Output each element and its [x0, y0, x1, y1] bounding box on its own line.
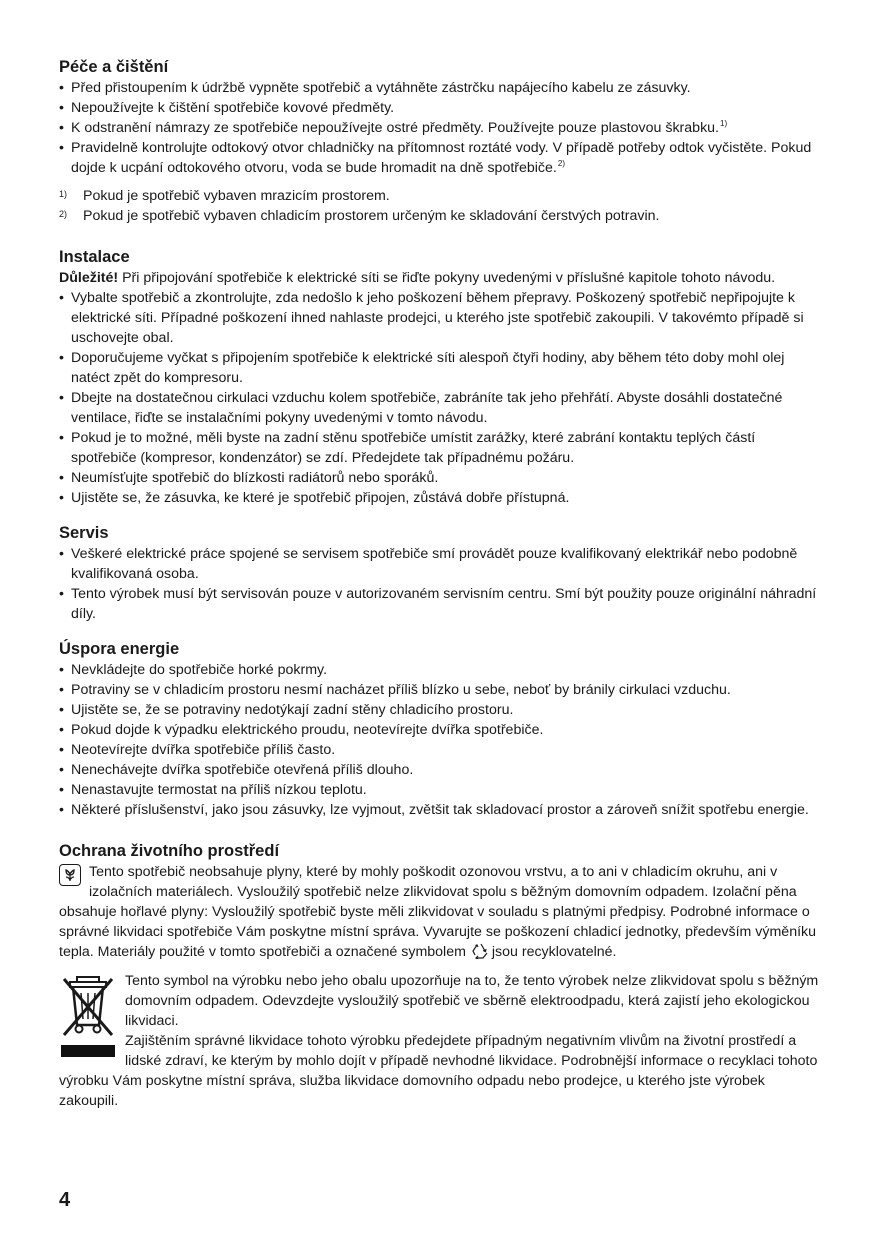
list-item: • Před přistoupením k údržbě vypněte spotřebič a vytáhněte zástrčku napájecího kabelu ze zásuvky.	[59, 78, 819, 98]
install-heading: Instalace	[59, 248, 130, 266]
care-heading: Péče a čištění	[59, 58, 169, 76]
service-list	[59, 544, 819, 624]
footnote-text: Pokud je spotřebič vybaven mrazicím prostorem.	[83, 188, 390, 204]
weee-block	[59, 971, 819, 1111]
list-item: • Dbejte na dostatečnou cirkulaci vzduchu kolem spotřebiče, zabráníte tak jeho přehřátí. Abyste dosáhli dostatečné ventilace, řiďte se instalačními pokyny uvedenými v tomto návodu.	[59, 388, 819, 428]
list-item: • Vybalte spotřebič a zkontrolujte, zda nedošlo k jeho poškození během přepravy. Poškozený spotřebič nepřipojujte k elektrické síti. Případné poškození ihned nahlaste prodejci, u kterého jste spotřebič zakoupili. V takovémto případě si uschovejte obal.	[59, 288, 819, 348]
install-list	[59, 288, 819, 508]
list-item: • Nevkládejte do spotřebiče horké pokrmy.	[59, 660, 819, 680]
eco-flower-icon	[59, 864, 81, 886]
energy-list	[59, 660, 819, 820]
footnote-mark: 1)	[59, 189, 68, 199]
footnote-ref: 1)	[720, 119, 728, 128]
energy-section	[59, 638, 819, 820]
disposal-paragraph: Zajištěním správné likvidace tohoto výrobku předejdete případným negativním vlivům na životní prostředí a lidské zdraví, ke kterým by mohlo dojít v případě nevhodné likvidace. Podrobnější informace o recyklaci tohoto výrobku Vám poskytne místní správa, služba likvidace domovního odpadu nebo prodejce, u kterého jste výrobek zakoupili.	[59, 1033, 818, 1109]
list-item: • K odstranění námrazy ze spotřebiče nepoužívejte ostré předměty. Používejte pouze plastovou škrabku.$^{1)}$	[59, 118, 819, 138]
list-item: • Nepoužívejte k čištění spotřebiče kovové předměty.	[59, 98, 819, 118]
list-item: • Pravidelně kontrolujte odtokový otvor chladničky na přítomnost roztáté vody. V případě potřeby odtok vyčistěte. Pokud dojde k ucpání odtokového otvoru, voda se bude hromadit na dně spotřebiče.$^{2)}$	[59, 138, 819, 178]
list-item: • Nenechávejte dvířka spotřebiče otevřená příliš dlouho.	[59, 760, 819, 780]
list-item: • Potraviny se v chladicím prostoru nesmí nacházet příliš blízko u sebe, neboť by bránily cirkulaci vzduchu.	[59, 680, 819, 700]
list-item: • Neumísťujte spotřebič do blízkosti radiátorů nebo sporáků.	[59, 468, 819, 488]
list-item: • Doporučujeme vyčkat s připojením spotřebiče k elektrické síti alespoň čtyři hodiny, aby během této doby mohl olej natéct zpět do kompresoru.	[59, 348, 819, 388]
weee-paragraph: Tento symbol na výrobku nebo jeho obalu upozorňuje na to, že tento výrobek nelze zlikvidovat spolu s běžným domovním odpadem. Odevzdejte vysloužilý spotřebič ve sběrně elektroodpadu, která zajistí jeho ekologickou likvidaci.	[125, 973, 819, 1029]
recycle-icon	[472, 943, 490, 965]
page-number: 4	[59, 1189, 71, 1211]
energy-heading: Úspora energie	[59, 640, 180, 658]
crossed-bin-icon	[61, 973, 115, 1059]
care-list	[59, 78, 819, 178]
list-item: • Pokud je to možné, měli byste na zadní stěnu spotřebiče umístit zarážky, které zabrání kontaktu teplých částí spotřebiče (kompresor, kondenzátor) se zdí. Předejdete tak případnému požáru.	[59, 428, 819, 468]
environment-section	[59, 840, 819, 1111]
install-section	[59, 246, 819, 508]
environment-heading: Ochrana životního prostředí	[59, 842, 280, 860]
list-item: • Tento výrobek musí být servisován pouze v autorizovaném servisním centru. Smí být použity pouze originální náhradní díly.	[59, 584, 819, 624]
footnotes	[59, 186, 819, 226]
footnote-ref: 2)	[557, 159, 565, 168]
list-item: • Pokud dojde k výpadku elektrického proudu, neotevírejte dvířka spotřebiče.	[59, 720, 819, 740]
list-item: • Neotevírejte dvířka spotřebiče příliš často.	[59, 740, 819, 760]
service-section	[59, 522, 819, 624]
page-content	[59, 56, 819, 1125]
footnote	[59, 206, 819, 226]
footnote	[59, 186, 819, 206]
environment-paragraph: Tento spotřebič neobsahuje plyny, které by mohly poškodit ozonovou vrstvu, a to ani v chladicím okruhu, ani v izolačních materiálech. Vysloužilý spotřebič nelze zlikvidovat spolu s běžným domovním odpadem. Izolační pěna obsahuje hořlavé plyny: Vysloužilý spotřebič byste měli zlikvidovat v souladu s platnými předpisy. Podrobné informace o správné likvidaci spotřebiče Vám poskytne místní správa. Vyvarujte se poškození chladicí jednotky, především výměníku tepla. Materiály použité v tomto spotřebiči a označené symbolem jsou recyklovatelné.	[59, 862, 819, 965]
footnote-text: Pokud je spotřebič vybaven chladicím prostorem určeným ke skladování čerstvých potravin.	[83, 208, 660, 224]
list-item: • Veškeré elektrické práce spojené se servisem spotřebiče smí provádět pouze kvalifikovaný elektrikář nebo podobně kvalifikovaná osoba.	[59, 544, 819, 584]
list-item: • Některé příslušenství, jako jsou zásuvky, lze vyjmout, zvětšit tak skladovací prostor a zároveň snížit spotřebu energie.	[59, 800, 819, 820]
footnote-mark: 2)	[59, 209, 68, 219]
service-heading: Servis	[59, 524, 109, 542]
list-item: • Ujistěte se, že se potraviny nedotýkají zadní stěny chladicího prostoru.	[59, 700, 819, 720]
care-section	[59, 56, 819, 226]
important-label: Důležité!	[59, 270, 119, 286]
list-item: • Ujistěte se, že zásuvka, ke které je spotřebič připojen, zůstává dobře přístupná.	[59, 488, 819, 508]
list-item: • Nenastavujte termostat na příliš nízkou teplotu.	[59, 780, 819, 800]
important-note: Důležité! Při připojování spotřebiče k elektrické síti se řiďte pokyny uvedenými v příslušné kapitole tohoto návodu.	[59, 270, 776, 286]
